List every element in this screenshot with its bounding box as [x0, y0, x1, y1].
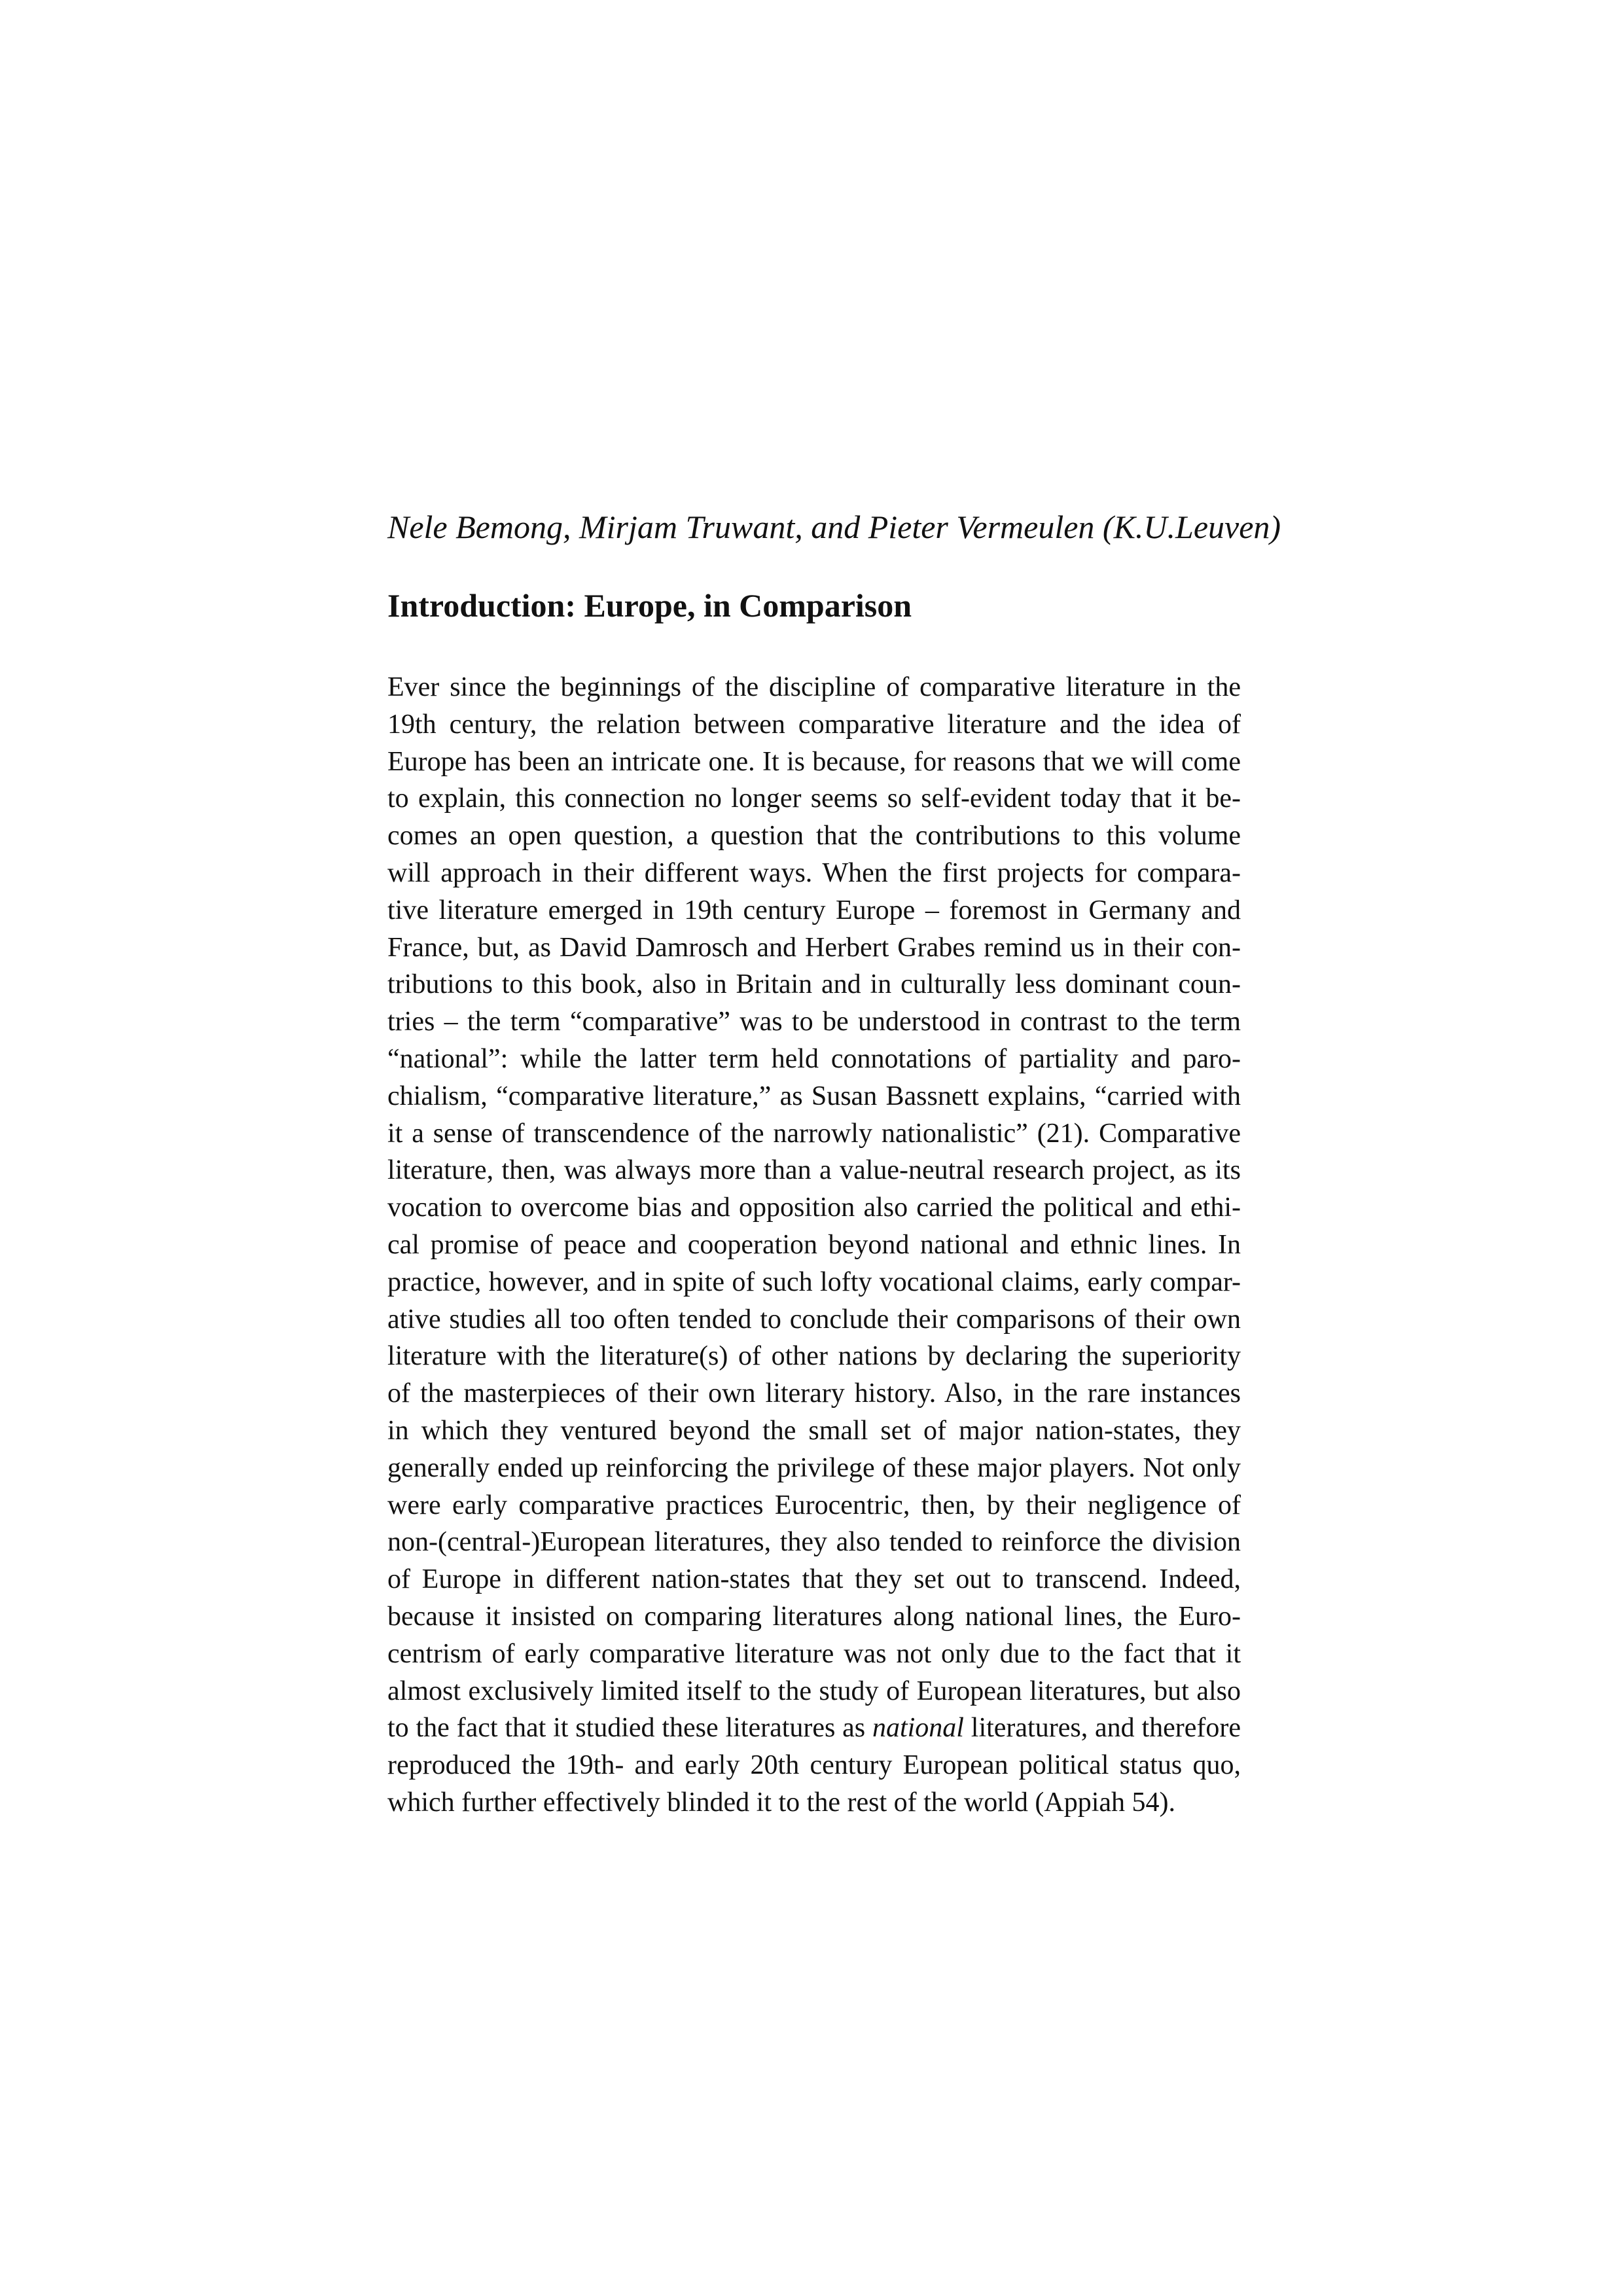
- body-line: literature with the literature(s) of other nations by declaring the superiority: [387, 1341, 1241, 1372]
- body-line: it a sense of transcendence of the narrowly nationalistic” (21). Comparative: [387, 1118, 1241, 1149]
- body-line: vocation to overcome bias and opposition also carried the political and ethi-: [387, 1193, 1241, 1223]
- body-line: tive literature emerged in 19th century Europe – foremost in Germany and: [387, 895, 1241, 925]
- body-line: ative studies all too often tended to conclude their comparisons of their own: [387, 1304, 1241, 1335]
- body-line-mixed: [387, 1710, 1241, 1747]
- body-line: to explain, this connection no longer seems so self-evident today that it be-: [387, 783, 1241, 814]
- body-line: tributions to this book, also in Britain and in culturally less dominant coun-: [387, 969, 1241, 1000]
- body-line: 19th century, the relation between comparative literature and the idea of: [387, 709, 1241, 740]
- chapter-authors: Nele Bemong, Mirjam Truwant, and Pieter Vermeulen (K.U.Leuven): [387, 509, 1281, 545]
- body-line: will approach in their different ways. When the first projects for compara-: [387, 857, 1241, 888]
- body-line: because it insisted on comparing literatures along national lines, the Euro-: [387, 1601, 1241, 1632]
- body-line: tries – the term “comparative” was to be understood in contrast to the term: [387, 1007, 1241, 1037]
- body-line: were early comparative practices Eurocentric, then, by their negligence of: [387, 1490, 1241, 1520]
- body-line: of the masterpieces of their own literary history. Also, in the rare instances: [387, 1378, 1241, 1409]
- body-line: literature, then, was always more than a value-neutral research project, as its: [387, 1155, 1241, 1186]
- body-line: practice, however, and in spite of such lofty vocational claims, early compar-: [387, 1266, 1241, 1297]
- body-line-segment: literatures, and therefore: [963, 1713, 1241, 1744]
- body-line: chialism, “comparative literature,” as Susan Bassnett explains, “carried with: [387, 1081, 1241, 1111]
- body-line: France, but, as David Damrosch and Herbert Grabes remind us in their con-: [387, 932, 1241, 963]
- emphasis-national: national: [872, 1713, 964, 1744]
- body-line: cal promise of peace and cooperation beyond national and ethnic lines. In: [387, 1229, 1241, 1260]
- body-line: which further effectively blinded it to the rest of the world (Appiah 54).: [387, 1787, 1176, 1818]
- body-line: centrism of early comparative literature was not only due to the fact that it: [387, 1638, 1241, 1669]
- chapter-title: Introduction: Europe, in Comparison: [387, 587, 912, 624]
- body-line: of Europe in different nation-states that they set out to transcend. Indeed,: [387, 1564, 1241, 1595]
- body-paragraph: [387, 669, 1241, 1821]
- page-text-block: [387, 504, 1281, 1821]
- body-line: Europe has been an intricate one. It is because, for reasons that we will come: [387, 746, 1241, 777]
- body-line: non-(central-)European literatures, they also tended to reinforce the division: [387, 1527, 1241, 1558]
- body-line: comes an open question, a question that the contributions to this volume: [387, 821, 1241, 852]
- body-line: reproduced the 19th- and early 20th century European political status quo,: [387, 1750, 1241, 1781]
- body-line: “national”: while the latter term held connotations of partiality and paro-: [387, 1043, 1241, 1074]
- body-line: generally ended up reinforcing the privilege of these major players. Not only: [387, 1452, 1241, 1483]
- body-line-segment: to the fact that it studied these literatures as: [387, 1713, 872, 1744]
- body-line: in which they ventured beyond the small set of major nation-states, they: [387, 1415, 1241, 1446]
- body-line: Ever since the beginnings of the discipline of comparative literature in the: [387, 672, 1241, 702]
- body-line: almost exclusively limited itself to the study of European literatures, but also: [387, 1676, 1241, 1706]
